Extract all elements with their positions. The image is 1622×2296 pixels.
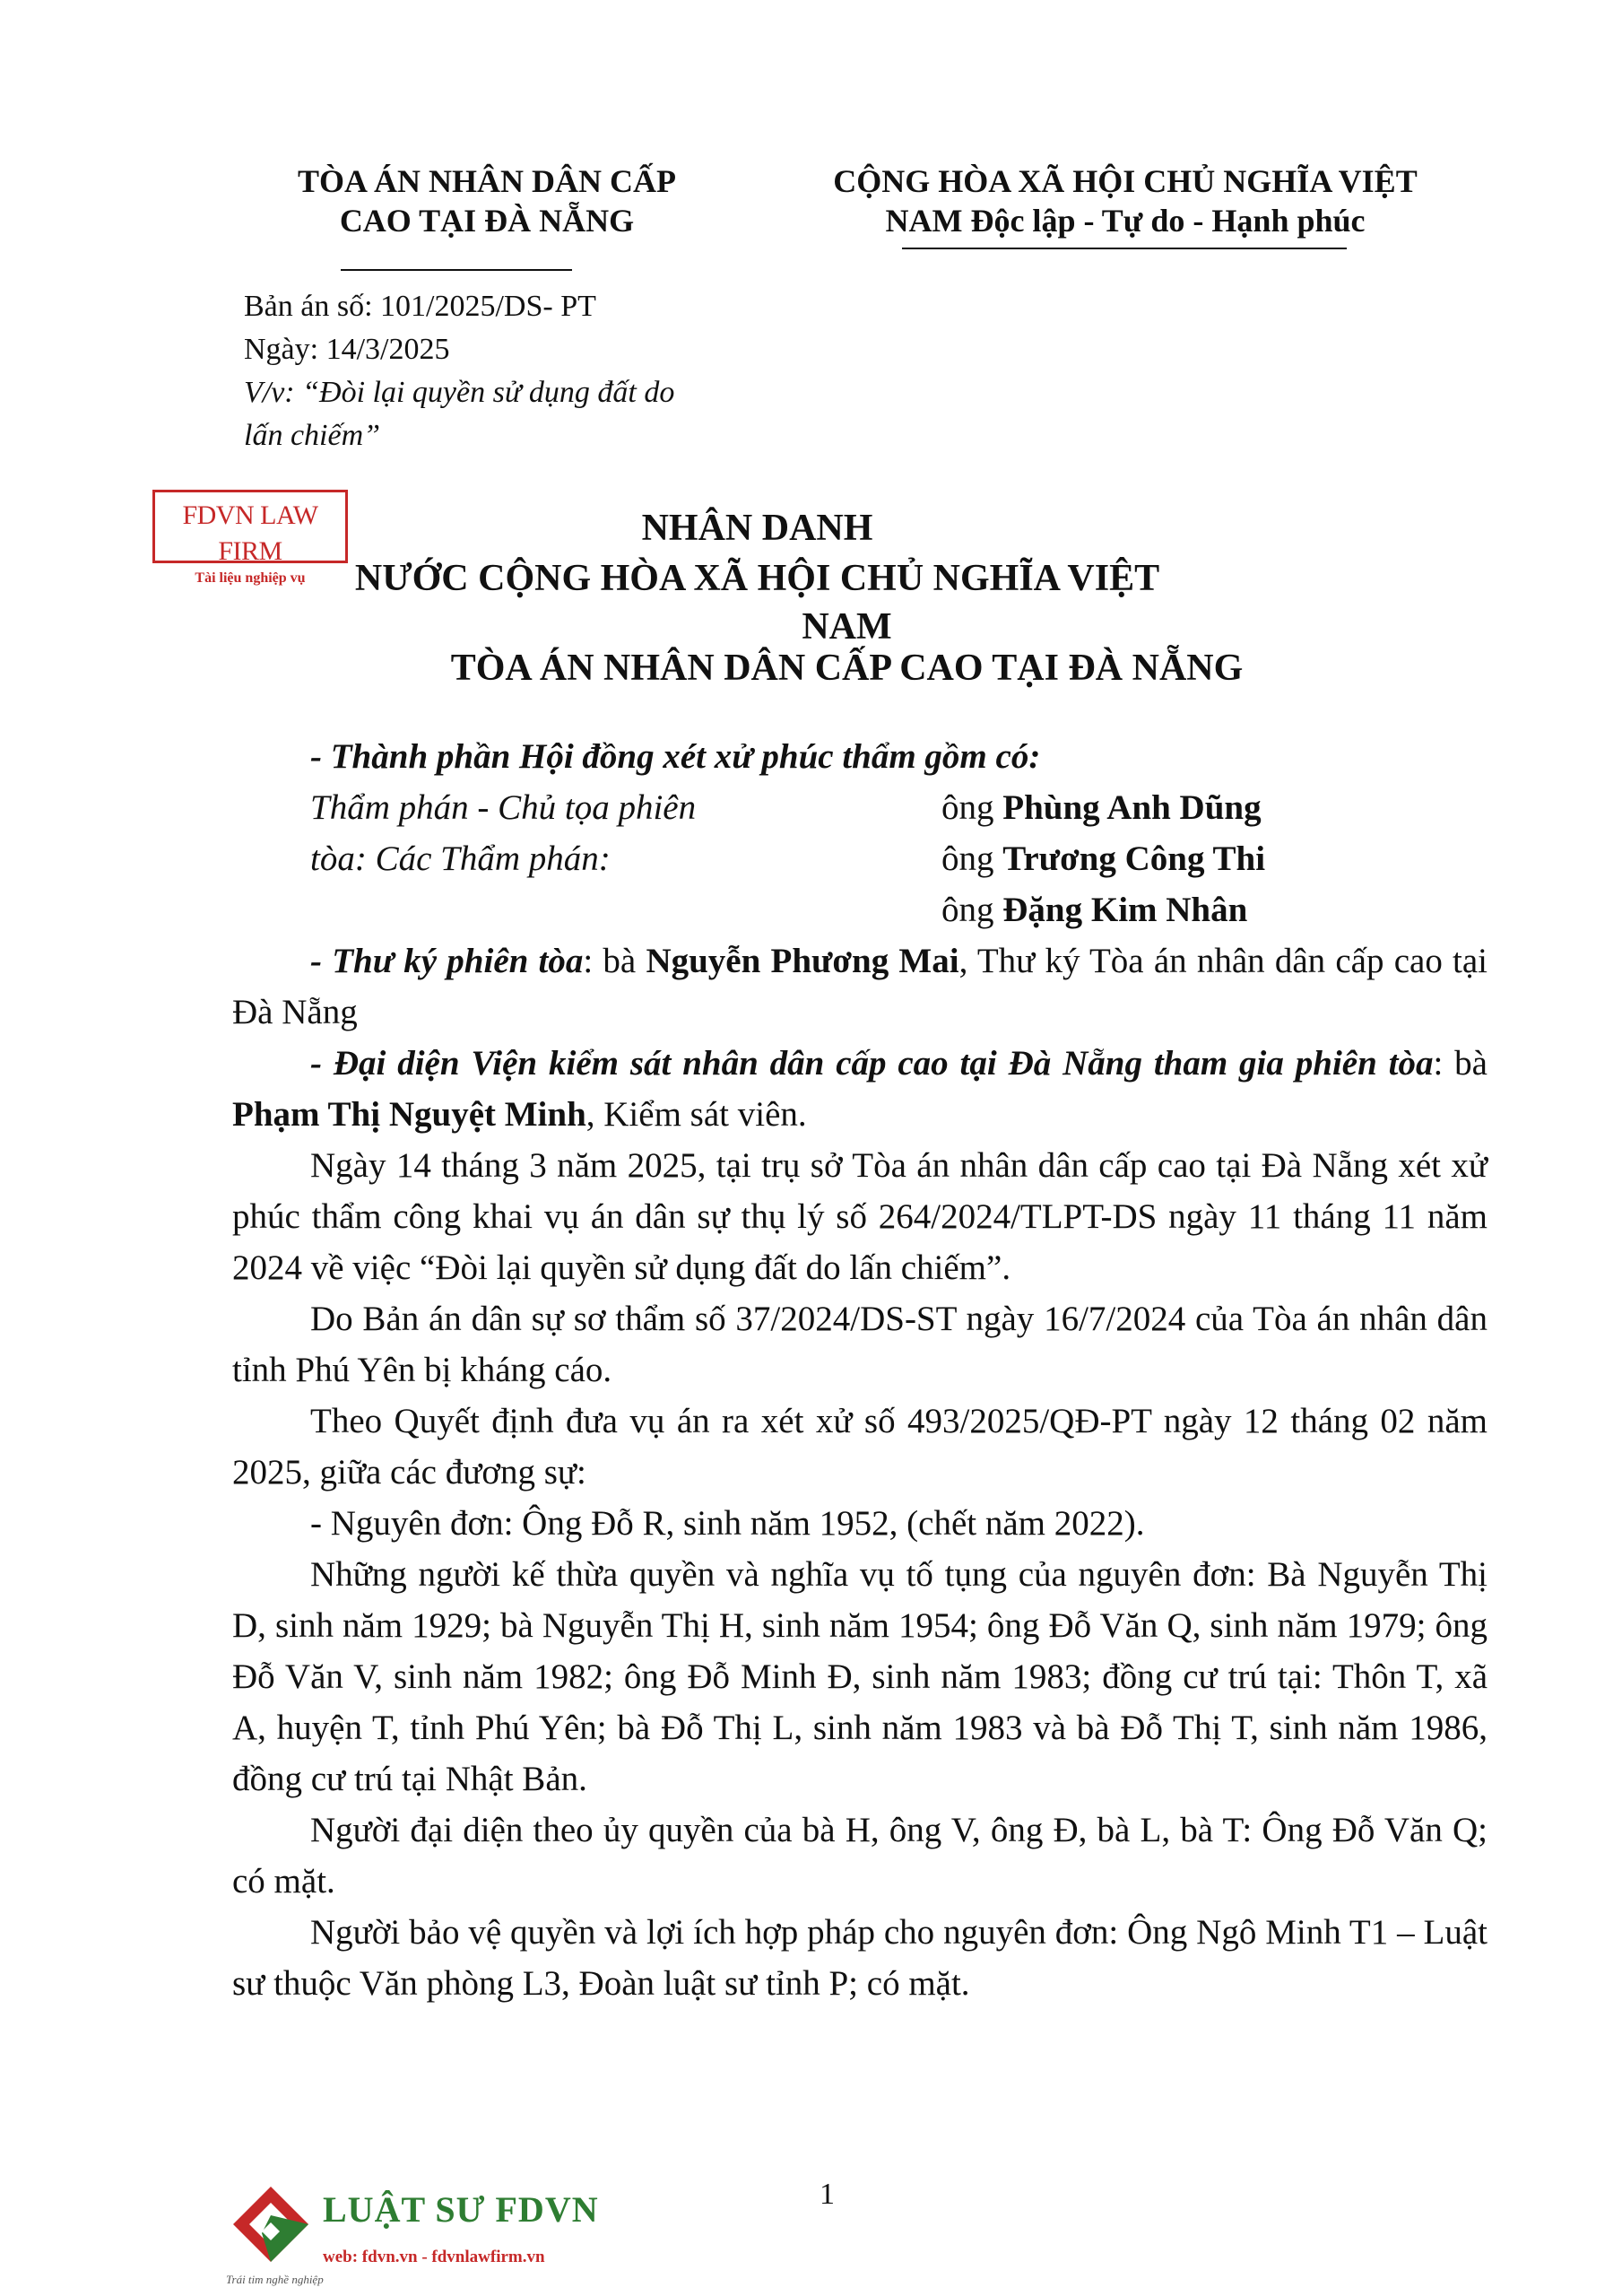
fdvn-logo-icon — [226, 2179, 316, 2269]
paragraph-lawyer: Người bảo vệ quyền và lợi ích hợp pháp cho nguyên đơn: Ông Ngô Minh T1 – Luật sư thuộc Văn phòng L3, Đoàn luật sư tỉnh P; có mặt. — [232, 1913, 1488, 2003]
judge2-prefix: ông — [941, 839, 1003, 878]
procuracy-sep: : bà — [1433, 1044, 1488, 1083]
panel-row2-left — [310, 833, 611, 884]
paragraph-heirs: Những người kế thừa quyền và nghĩa vụ tố tụng của nguyên đơn: Bà Nguyễn Thị D, sinh năm 1929; bà Nguyễn Thị H, sinh năm 1954; ông Đỗ Văn Q, sinh năm 1979; ông Đỗ Văn V, sinh năm 1982; ông Đỗ Minh Đ, sinh năm 1983; đồng cư trú tại: Thôn T, xã A, huyện T, tỉnh Phú Yên; bà Đỗ Thị L, sinh năm 1983 và bà Đỗ Thị T, sinh năm 1986, đồng cư trú tại Nhật Bản. — [232, 1555, 1488, 1798]
footer-slogan: Trái tim nghề nghiệp — [226, 2273, 324, 2286]
court-name-line2: CAO TẠI ĐÀ NẴNG — [339, 203, 635, 239]
clerk-name: Nguyễn Phương Mai — [646, 942, 959, 980]
document-body — [232, 935, 1488, 2009]
court-name-line1: TÒA ÁN NHÂN DÂN CẤP — [298, 163, 676, 199]
national-name-line1: CỘNG HÒA XÃ HỘI CHỦ NGHĨA VIỆT — [833, 163, 1418, 199]
paragraph-decision: Theo Quyết định đưa vụ án ra xét xử số 493/2025/QĐ-PT ngày 12 tháng 02 năm 2025, giữa các đương sự: — [232, 1402, 1488, 1492]
paragraph-plaintiff: - Nguyên đơn: Ông Đỗ R, sinh năm 1952, (chết năm 2022). — [310, 1504, 1145, 1543]
page-number: 1 — [820, 2178, 835, 2211]
national-motto-header — [789, 161, 1462, 240]
title-line2: NƯỚC CỘNG HÒA XÃ HỘI CHỦ NGHĨA VIỆT — [354, 558, 1160, 599]
judge3-name: Đặng Kim Nhân — [1002, 891, 1248, 929]
stamp-subtitle: Tài liệu nghiệp vụ — [195, 570, 306, 586]
footer-web: web: fdvn.vn - fdvnlawfirm.vn — [323, 2248, 545, 2266]
presiding-judge-prefix: ông — [941, 788, 1003, 827]
clerk-paragraph — [232, 935, 1488, 1038]
clerk-label: - Thư ký phiên tòa — [310, 942, 584, 980]
footer-logo — [226, 2172, 603, 2289]
panel-row1-left — [310, 782, 696, 833]
clerk-rest: , Thư ký Tòa án nhân dân cấp cao tại Đà Nẵng — [232, 942, 1488, 1031]
procuracy-paragraph — [232, 1038, 1488, 1140]
panel-row3-right — [941, 884, 1247, 935]
court-name-header — [231, 161, 742, 240]
judgment-number: Bản án số: 101/2025/DS- PT — [244, 290, 596, 323]
title-line1: NHÂN DANH — [641, 508, 873, 549]
panel-row2-right — [941, 833, 1265, 884]
judge3-prefix: ông — [941, 891, 1003, 929]
stamp-name: FDVN LAW FIRM — [182, 500, 318, 566]
paragraph-appeal: Do Bản án dân sự sơ thẩm số 37/2024/DS-ST ngày 16/7/2024 của Tòa án nhân dân tỉnh Phú Yên bị kháng cáo. — [232, 1300, 1488, 1389]
procuracy-label: - Đại diện Viện kiểm sát nhân dân cấp cao tại Đà Nẵng tham gia phiên tòa — [310, 1044, 1434, 1083]
court-name-underline — [341, 269, 572, 271]
motto-underline — [902, 248, 1347, 249]
procuracy-name: Phạm Thị Nguyệt Minh — [232, 1095, 586, 1134]
paragraph-hearing: Ngày 14 tháng 3 năm 2025, tại trụ sở Tòa án nhân dân cấp cao tại Đà Nẵng xét xử phúc thẩm công khai vụ án dân sự thụ lý số 264/2024/TLPT-DS ngày 11 tháng 11 năm 2024 về việc “Đòi lại quyền sử dụng đất do lấn chiếm”. — [232, 1146, 1488, 1287]
presiding-judge-label-cont: tòa — [310, 839, 355, 878]
case-subject-line1: V/v: “Đòi lại quyền sử dụng đất do — [244, 376, 675, 409]
title-line4: TÒA ÁN NHÂN DÂN CẤP CAO TẠI ĐÀ NẴNG — [450, 648, 1244, 689]
judge2-name: Trương Công Thi — [1002, 839, 1266, 878]
panel-row1-right — [941, 782, 1262, 833]
panel-heading-text: - Thành phần Hội đồng xét xử phúc thẩm gồm có: — [310, 737, 1041, 776]
judgment-date: Ngày: 14/3/2025 — [244, 333, 450, 366]
judges-label: : Các Thẩm phán: — [354, 839, 611, 878]
paragraph-representative: Người đại diện theo ủy quyền của bà H, ông V, ông Đ, bà L, bà T: Ông Đỗ Văn Q; có mặt. — [232, 1811, 1488, 1900]
panel-heading — [310, 731, 1040, 782]
title-line3: NAM — [802, 606, 892, 648]
presiding-judge-label: Thẩm phán - Chủ tọa phiên — [310, 788, 697, 827]
clerk-sep: : bà — [583, 942, 646, 980]
presiding-judge-name: Phùng Anh Dũng — [1002, 788, 1262, 827]
case-subject-line2: lấn chiếm” — [244, 419, 381, 452]
procuracy-rest: , Kiểm sát viên. — [585, 1095, 807, 1134]
footer-brand: LUẬT SƯ FDVN — [323, 2189, 599, 2230]
judgment-meta — [244, 285, 800, 457]
national-name-line2: NAM Độc lập - Tự do - Hạnh phúc — [885, 203, 1366, 239]
